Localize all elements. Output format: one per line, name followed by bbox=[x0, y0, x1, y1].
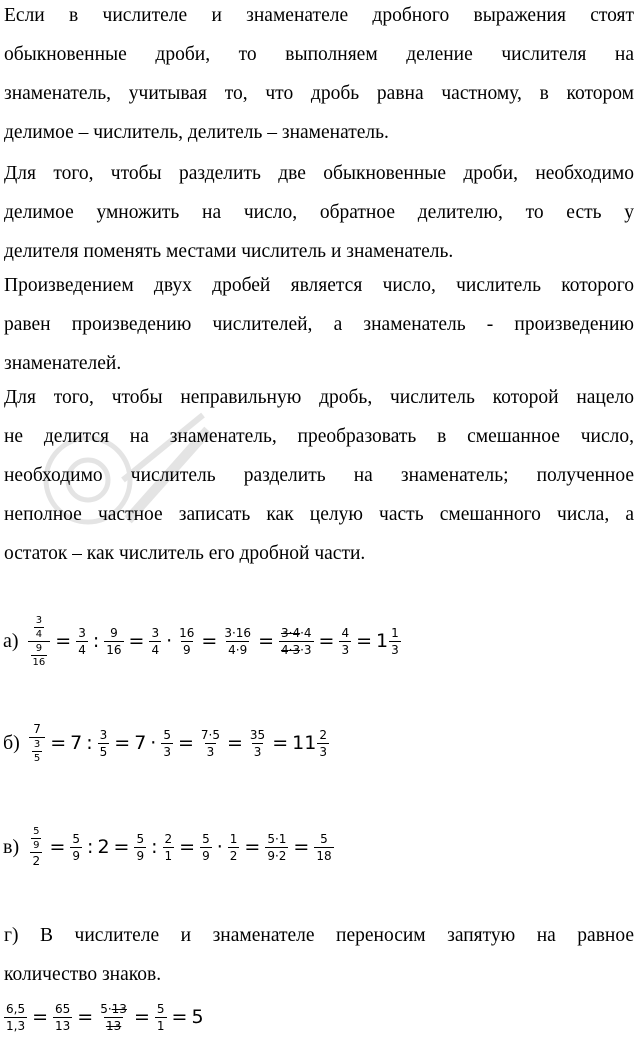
equals-sign: = bbox=[77, 1006, 94, 1028]
mixed-number: 1 $\frac{1}{3}$ bbox=[376, 625, 399, 657]
text-line: делителя поменять местами числитель и знаменатель. bbox=[4, 241, 454, 262]
formula-a bbox=[3, 610, 402, 672]
equals-sign: = bbox=[227, 732, 243, 754]
divide-sign: : bbox=[86, 732, 93, 754]
fraction: $\frac{5}{9}$ bbox=[202, 831, 210, 863]
fraction: $\frac{1}{2}$ bbox=[229, 831, 238, 863]
fraction: $\frac{5}{9}$ bbox=[136, 831, 145, 863]
fraction: $\frac{3\cdot 16}{4\cdot 9}$ bbox=[224, 625, 252, 657]
formula-v bbox=[3, 822, 335, 872]
equals-sign: = bbox=[201, 630, 218, 652]
fraction: $\frac{7\cdot 5}{3}$ bbox=[200, 727, 220, 759]
fraction: $\frac{16}{9}$ bbox=[179, 625, 195, 657]
text-line: г) В числителе и знаменателе переносим запятую на равное bbox=[4, 925, 635, 946]
fraction: $\frac{3}{5}$ bbox=[99, 727, 108, 759]
item-label: б) bbox=[3, 731, 20, 754]
complex-fraction: $\frac{\frac{5}{9}}{2}$ bbox=[32, 826, 41, 868]
item-label: а) bbox=[3, 629, 19, 652]
formula-b bbox=[3, 718, 330, 768]
text-line: обыкновенные дроби, то выполняем деление числителя на bbox=[4, 44, 634, 65]
fraction: $\frac{3}{4}$ bbox=[78, 625, 86, 657]
fraction: $\frac{5}{3}$ bbox=[163, 727, 171, 759]
fraction: $\frac{3}{4}$ bbox=[151, 625, 160, 657]
fraction: $\frac{5\cdot 1}{9\cdot 2}$ bbox=[267, 831, 287, 863]
fraction: $\frac{5}{9}$ bbox=[72, 831, 81, 863]
number: 2 bbox=[97, 836, 110, 858]
multiply-sign: · bbox=[150, 732, 157, 754]
text-line: Если в числителе и знаменателе дробного выражения стоят bbox=[4, 5, 634, 26]
fraction: $\frac{6,5}{1,3}$ bbox=[6, 1001, 26, 1033]
number: 5 bbox=[191, 1006, 204, 1028]
paragraph-g bbox=[4, 916, 634, 994]
equals-sign: = bbox=[179, 836, 196, 858]
paragraph-3 bbox=[4, 266, 634, 383]
formula-g bbox=[3, 996, 204, 1038]
equals-sign: = bbox=[55, 630, 72, 652]
multiply-sign: · bbox=[166, 630, 173, 652]
fraction: $\frac{5}{1}$ bbox=[156, 1001, 165, 1033]
equals-sign: = bbox=[133, 1006, 150, 1028]
text-line: не делится на знаменатель, преобразовать в смешанное число, bbox=[4, 426, 634, 447]
equals-sign: = bbox=[114, 732, 131, 754]
item-label: в) bbox=[3, 835, 20, 858]
text-line: делимое – числитель, делитель – знаменатель. bbox=[4, 122, 389, 143]
text-line: Для того, чтобы разделить две обыкновенные дроби, необходимо bbox=[4, 163, 634, 184]
text-line: необходимо числитель разделить на знаменатель; полученное bbox=[4, 465, 634, 486]
complex-fraction: $\frac{7}{\frac{3}{5}}$ bbox=[29, 722, 45, 764]
equals-sign: = bbox=[293, 836, 310, 858]
equals-sign: = bbox=[50, 732, 67, 754]
fraction: $\frac{65}{13}$ bbox=[55, 1001, 71, 1033]
text-line: неполное частное записать как целую часть смешанного числа, а bbox=[4, 504, 634, 525]
text-line: равен произведению числителей, а знаменатель - произведению bbox=[4, 314, 634, 335]
equals-sign: = bbox=[356, 630, 373, 652]
text-line: количество знаков. bbox=[4, 964, 162, 985]
fraction: $\frac{4}{3}$ bbox=[341, 625, 350, 657]
mixed-number: 11 $\frac{2}{3}$ bbox=[292, 727, 327, 759]
equals-sign: = bbox=[258, 630, 274, 652]
text-line: знаменатель, учитывая то, что дробь равна частному, в котором bbox=[4, 83, 634, 104]
fraction: $\frac{2}{1}$ bbox=[164, 831, 173, 863]
paragraph-4 bbox=[4, 378, 634, 573]
text-line: Для того, чтобы неправильную дробь, числитель которой нацело bbox=[4, 387, 634, 408]
complex-fraction: $\frac{\frac{3}{4}}{\frac{9}{16}}$ bbox=[28, 615, 51, 668]
paragraph-1 bbox=[4, 0, 634, 152]
equals-sign: = bbox=[49, 836, 66, 858]
number: 7 bbox=[70, 732, 83, 754]
fraction-cancelled: $\frac{3\cdot 4\cdot 4}{4\cdot 3\cdot 3}$ bbox=[280, 625, 312, 657]
fraction-cancelled: $\frac{5\cdot 13}{13}$ bbox=[100, 1001, 127, 1033]
equals-sign: = bbox=[272, 732, 289, 754]
equals-sign: = bbox=[32, 1006, 49, 1028]
paragraph-2 bbox=[4, 154, 634, 271]
equals-sign: = bbox=[177, 732, 194, 754]
item-label: г) bbox=[4, 925, 19, 946]
text-line: знаменателей. bbox=[4, 353, 122, 374]
text-line: Произведением двух дробей является число, числитель которого bbox=[4, 275, 634, 296]
fraction: $\frac{35}{3}$ bbox=[249, 727, 266, 759]
divide-sign: : bbox=[92, 630, 100, 652]
text-line: делимое умножить на число, обратное делителю, то есть у bbox=[4, 202, 634, 223]
equals-sign: = bbox=[244, 836, 261, 858]
multiply-sign: · bbox=[216, 836, 223, 858]
equals-sign: = bbox=[113, 836, 130, 858]
fraction: $\frac{9}{16}$ bbox=[106, 625, 122, 657]
number: 7 bbox=[134, 732, 147, 754]
equals-sign: = bbox=[318, 630, 335, 652]
equals-sign: = bbox=[128, 630, 145, 652]
divide-sign: : bbox=[87, 836, 94, 858]
divide-sign: : bbox=[151, 836, 158, 858]
text-line: остаток – как числитель его дробной части. bbox=[4, 543, 366, 564]
equals-sign: = bbox=[171, 1006, 188, 1028]
fraction: $\frac{5}{18}$ bbox=[316, 831, 332, 863]
